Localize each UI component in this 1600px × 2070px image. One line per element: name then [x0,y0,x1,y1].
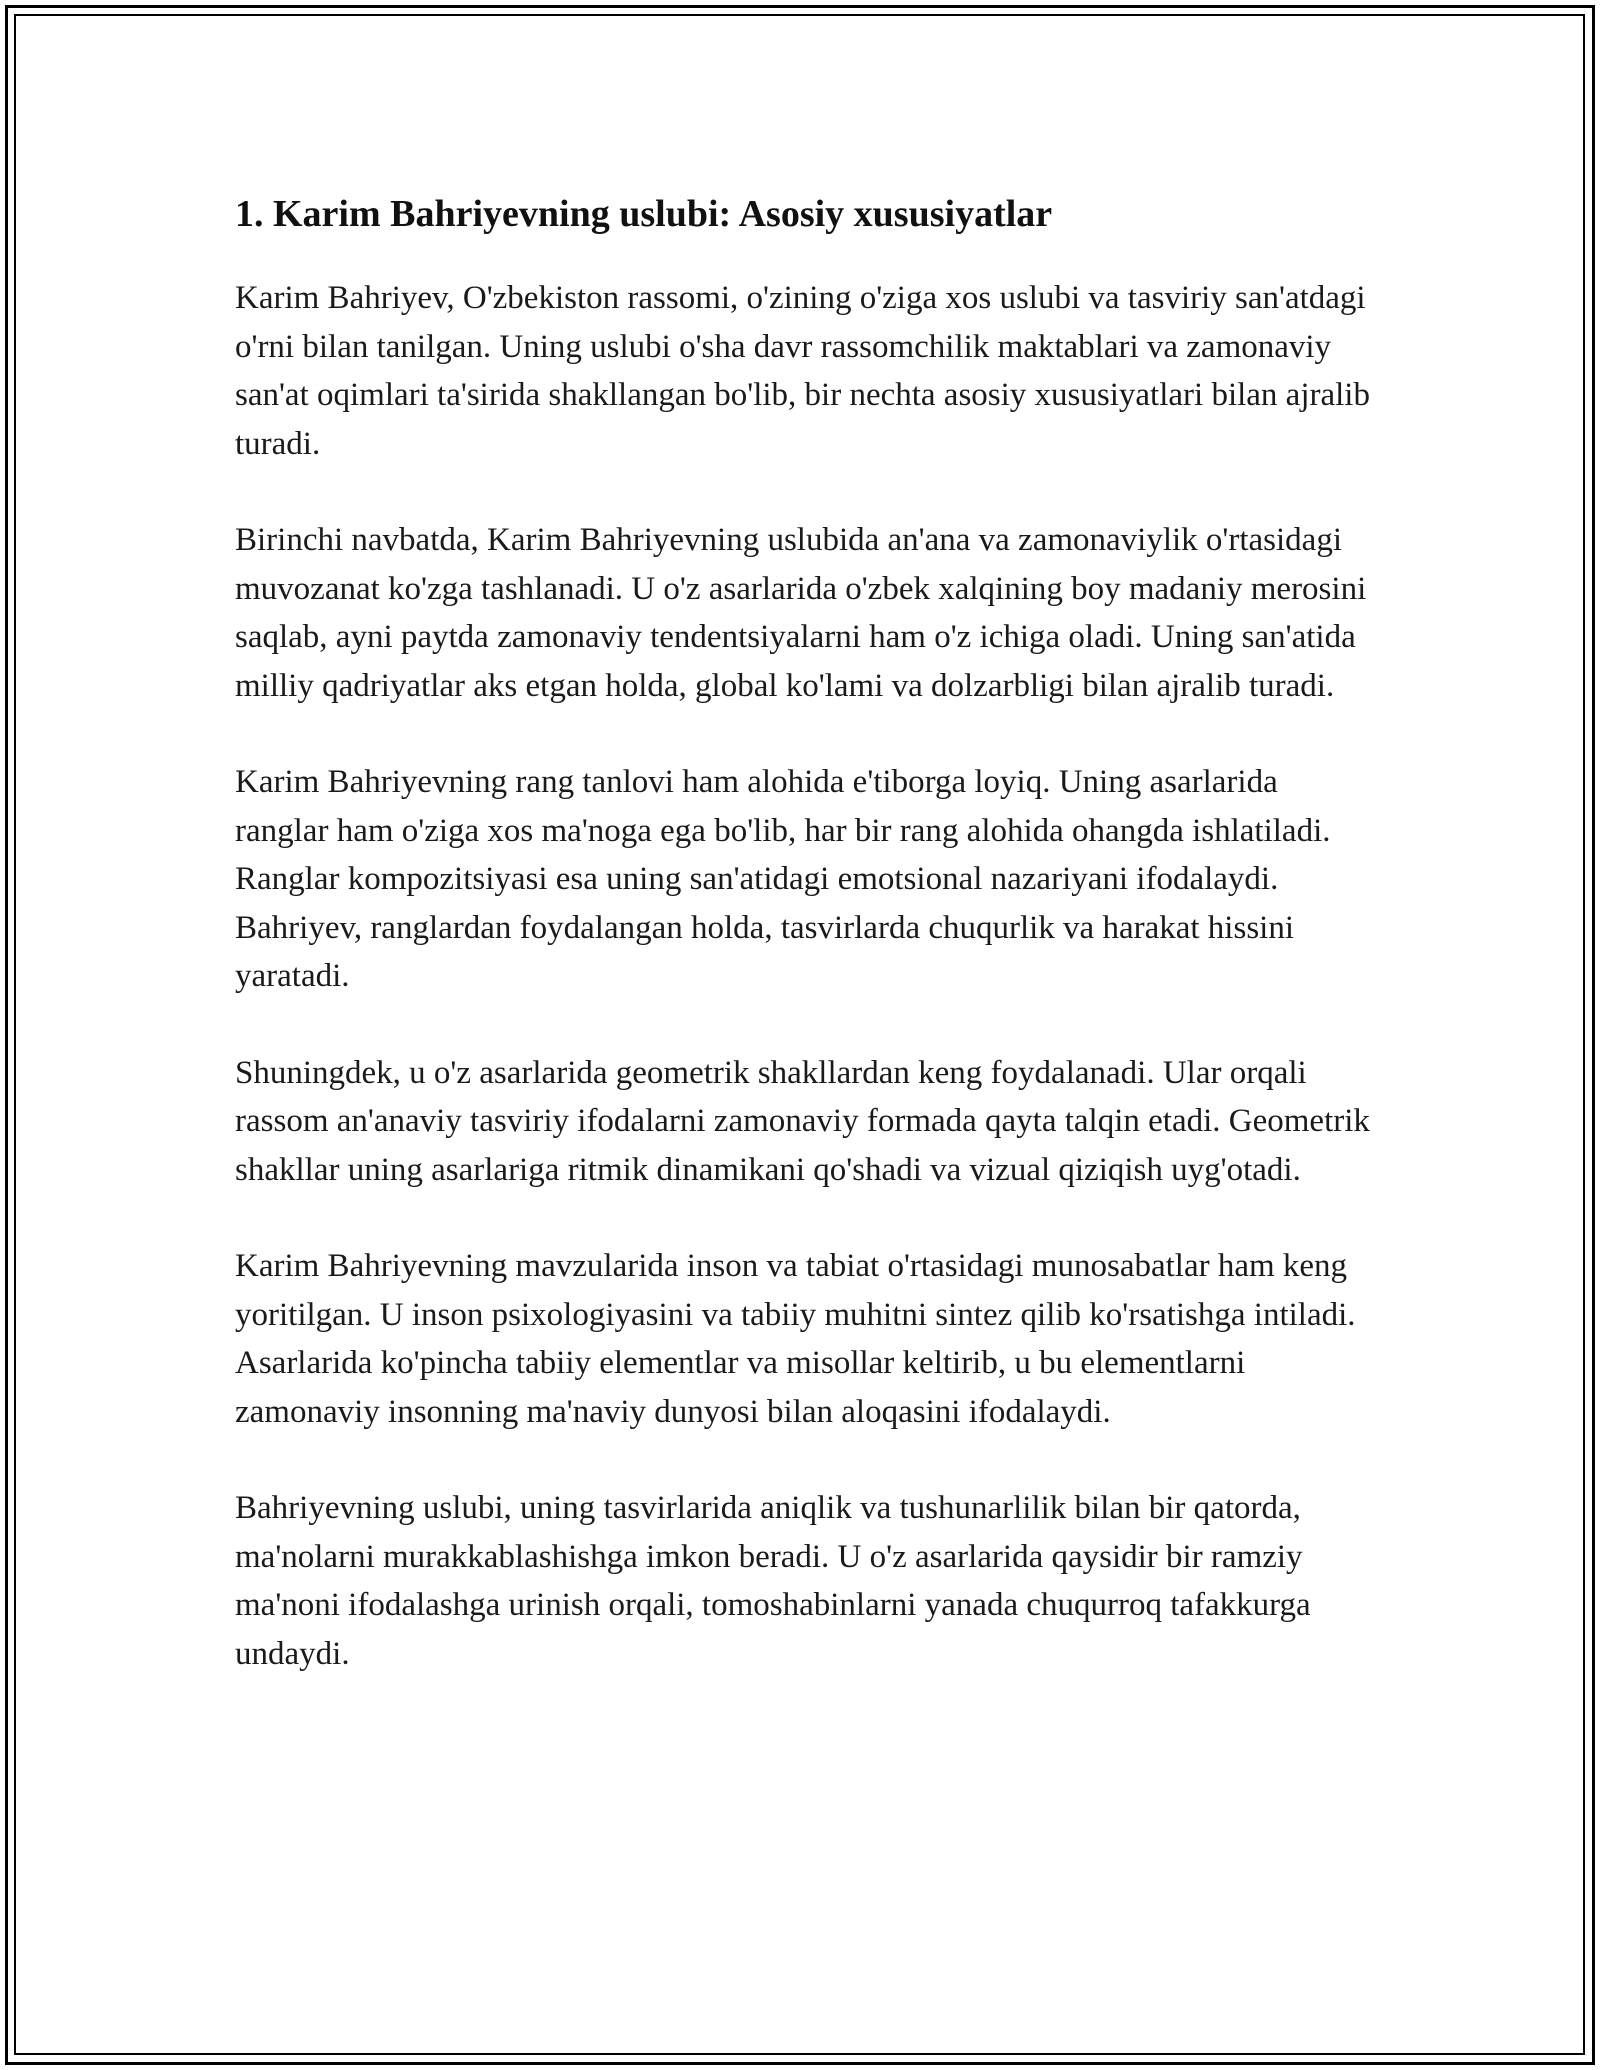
document-body [235,186,1375,1726]
paragraph-5: Karim Bahriyevning mavzularida inson va tabiat o'rtasidagi munosabatlar ham keng yoritilgan. U inson psixologiyasini va tabiiy muhitni sintez qilib ko'rsatishga intiladi. Asarlarida ko'pincha tabiiy elementlar va misollar keltirib, u bu elementlarni zamonaviy insonning ma'naviy dunyosi bilan aloqasini ifodalaydi. [235,1248,1356,1430]
paragraph-6: Bahriyevning uslubi, uning tasvirlarida aniqlik va tushunarlilik bilan bir qatorda, ma'nolarni murakkablashishga imkon beradi. U o'z asarlarida qaysidir bir ramziy ma'noni ifodalashga urinish orqali, tomoshabinlarni yanada chuqurroq tafakkurga undaydi. [235,1490,1311,1672]
section-heading: 1. Karim Bahriyevning uslubi: Asosiy xususiyatlar [235,193,1053,235]
paragraph-2: Birinchi navbatda, Karim Bahriyevning uslubida an'ana va zamonaviylik o'rtasidagi muvozanat ko'zga tashlanadi. U o'z asarlarida o'zbek xalqining boy madaniy merosini saqlab, ayni paytda zamonaviy tendentsiyalarni ham o'z ichiga oladi. Uning san'atida milliy qadriyatlar aks etgan holda, global ko'lami va dolzarbligi bilan ajralib turadi. [235,522,1367,704]
paragraph-3: Karim Bahriyevning rang tanlovi ham alohida e'tiborga loyiq. Uning asarlarida ranglar ham o'ziga xos ma'noga ega bo'lib, har bir rang alohida ohangda ishlatiladi. Ranglar kompozitsiyasi esa uning san'atidagi emotsional nazariyani ifodalaydi. Bahriyev, ranglardan foydalangan holda, tasvirlarda chuqurlik va harakat hissini yaratadi. [235,764,1331,994]
paragraph-4: Shuningdek, u o'z asarlarida geometrik shakllardan keng foydalanadi. Ular orqali rassom an'anaviy tasviriy ifodalarni zamonaviy formada qayta talqin etadi. Geometrik shakllar uning asarlariga ritmik dinamikani qo'shadi va vizual qiziqish uyg'otadi. [235,1054,1370,1188]
paragraph-1: Karim Bahriyev, O'zbekiston rassomi, o'zining o'ziga xos uslubi va tasviriy san'atdagi o'rni bilan tanilgan. Uning uslubi o'sha davr rassomchilik maktablari va zamonaviy san'at oqimlari ta'sirida shakllangan bo'lib, bir nechta asosiy xususiyatlari bilan ajralib turadi. [235,280,1370,462]
